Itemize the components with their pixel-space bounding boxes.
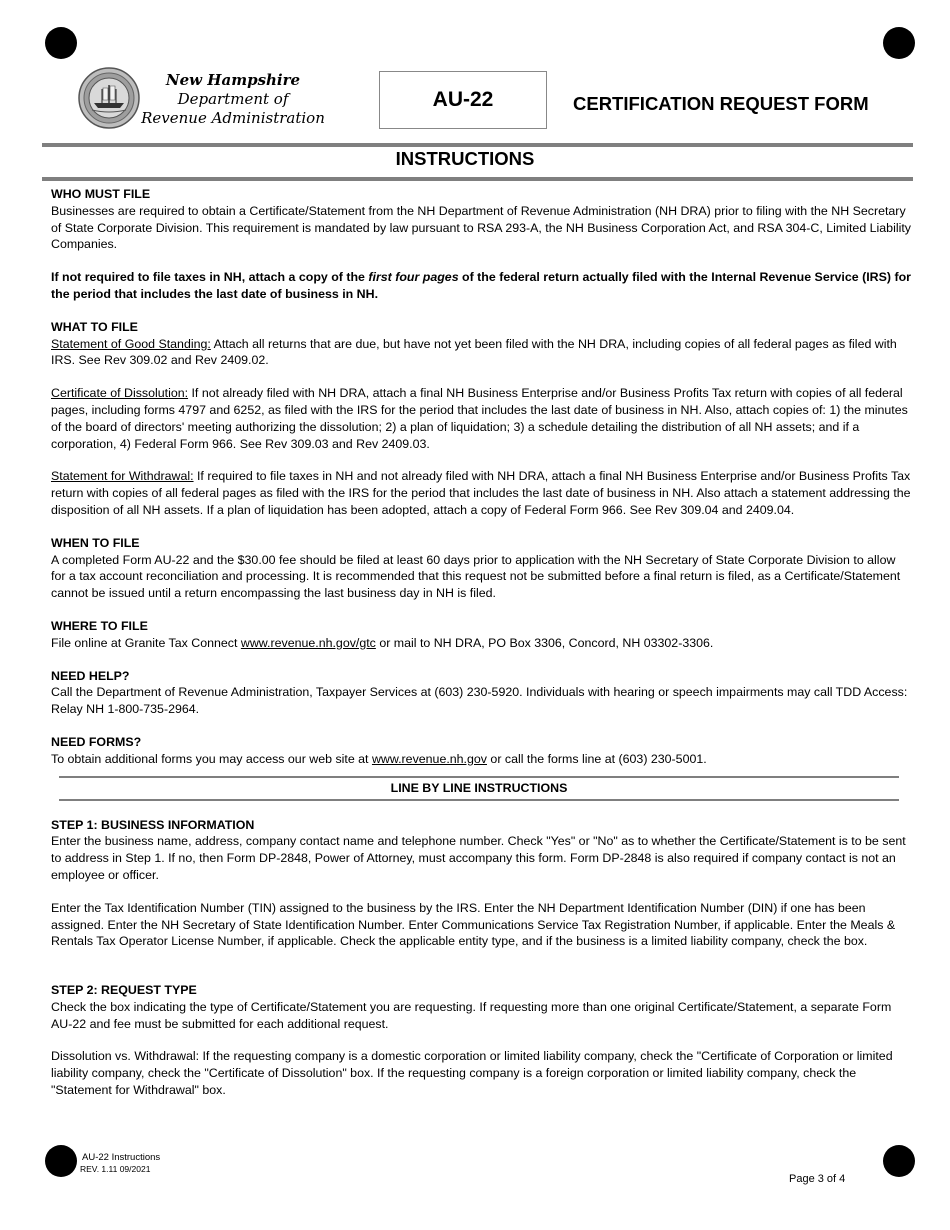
- page-title: INSTRUCTIONS: [395, 148, 535, 169]
- header-rule-top: [42, 143, 913, 147]
- footer-doc-name: AU-22 Instructions: [82, 1152, 161, 1163]
- agency-division: Revenue Administration: [141, 109, 325, 127]
- registration-mark-bottom-left: [45, 1145, 77, 1177]
- section-text: Check the box indicating the type of Certificate/Statement you are requesting. If requesting more than one original Certificate/Statement, a separate Form AU-22 and fee must be submitted for each additional request.: [51, 999, 892, 1031]
- gtc-link[interactable]: www.revenue.nh.gov/gtc: [240, 635, 376, 650]
- section-text: Call the Department of Revenue Administration, Taxpayer Services at (603) 230-5920. Individuals with hearing or speech impairments may call TDD Access: Relay NH 1-800-735-2964.: [51, 685, 908, 717]
- section-need-forms: [51, 734, 913, 768]
- attach-note-text: [51, 269, 913, 303]
- section-dissolution-vs-withdrawal: [51, 1048, 913, 1098]
- header-rule-bottom: [42, 177, 913, 181]
- dissolution-label: Certificate of Dissolution:: [51, 386, 189, 401]
- section-text: Dissolution vs. Withdrawal: If the requesting company is a domestic corporation or limited liability company, check the "Certificate of Corporation or limited liability company, check the "Certificate of Dissolution" box. If the requesting company is a foreign corporation or limited liability company, check the "Statement for Withdrawal" box.: [51, 1049, 893, 1098]
- attach-note-emphasis: first four pages: [368, 270, 459, 285]
- section-when-to-file: [51, 535, 913, 602]
- section-need-help: [51, 668, 913, 718]
- section-what-to-file: [51, 319, 913, 369]
- section-text: Enter the Tax Identification Number (TIN) assigned to the business by the IRS. Enter the NH Department Identification Number (DIN) if one has been assigned. Enter the NH Secretary of State Identification Number. Enter Communications Service Tax Registration Number, if applicable. Enter the Meals & Rentals Tax Operator License Number, if applicable. Check the applicable entity type, and if the business is a limited liability company, check the box.: [51, 900, 896, 949]
- section-heading: STEP 1: BUSINESS INFORMATION: [51, 817, 255, 832]
- section-where-to-file: [51, 618, 913, 652]
- form-number: AU-22: [432, 87, 494, 111]
- agency-state: New Hampshire: [165, 71, 301, 89]
- agency-name: [138, 71, 328, 128]
- section-withdrawal: [51, 468, 913, 518]
- section-text: A completed Form AU-22 and the $30.00 fee should be filed at least 60 days prior to application with the NH Secretary of State Corporate Division to allow for a tax account reconciliation and processing. It is recommended that this request not be submitted before a final return is filed, as a Certificate/Statement cannot be issued until a return encompassing the last business day in NH is filed.: [51, 552, 901, 601]
- forms-text-b: or call the forms line at (603) 230-5001.: [486, 751, 707, 766]
- withdrawal-label: Statement for Withdrawal:: [51, 469, 194, 484]
- section-heading: WHERE TO FILE: [51, 618, 148, 633]
- section-heading: WHO MUST FILE: [51, 187, 151, 201]
- section-step2: [51, 982, 913, 1032]
- section-step1: [51, 817, 913, 884]
- good-standing-paragraph: [51, 336, 913, 370]
- section-step1-ids: [51, 900, 913, 950]
- where-text-b: or mail to NH DRA, PO Box 3306, Concord, NH 03302-3306.: [375, 635, 714, 650]
- section-attach-note: [51, 269, 913, 303]
- section-heading: NEED HELP?: [51, 668, 130, 683]
- section-who-must-file: [51, 186, 913, 253]
- registration-mark-bottom-right: [883, 1145, 915, 1177]
- attach-note-b: of the federal return actually filed with the Internal Revenue Service (IRS) for the period that includes the last date of business in NH.: [51, 270, 911, 301]
- forms-text-a: To obtain additional forms you may access our web site at: [51, 751, 372, 766]
- good-standing-text: Attach all returns that are due, but have not yet been filed with the NH DRA, including copies of all federal pages as filed with IRS. See Rev 309.02 and Rev 2409.02.: [51, 336, 897, 368]
- page-number: Page 3 of 4: [789, 1173, 846, 1185]
- where-text-a: File online at Granite Tax Connect: [51, 635, 241, 650]
- section-dissolution: [51, 385, 913, 452]
- registration-mark-top-left: [45, 27, 77, 59]
- registration-mark-top-right: [883, 27, 915, 59]
- section-text: [51, 635, 913, 652]
- section-text: Enter the business name, address, company contact name and telephone number. Check "Yes" or "No" as to whether the Certificate/Statement is to be sent to address in Step 1. If no, then Form DP-2848, Power of Attorney, must accompany this form. Form DP-2848 is also required if company contact is not an employee or officer.: [51, 834, 906, 882]
- footer-revision: REV. 1.11 09/2021: [80, 1164, 151, 1174]
- withdrawal-text: If required to file taxes in NH and not already filed with NH DRA, attach a final NH Business Enterprise and/or Business Profits Tax return with copies of all federal pages as filed with the IRS for the period that includes the last date of business in NH. Also attach a statement addressing the disposition of all NH assets. If a plan of liquidation has been adopted, attach a copy of Federal Form 966. See Rev 309.04 and 2409.04.: [51, 469, 911, 517]
- section-heading: WHEN TO FILE: [51, 535, 140, 550]
- section-heading: STEP 2: REQUEST TYPE: [51, 983, 197, 998]
- line-by-line-header: LINE BY LINE INSTRUCTIONS: [59, 776, 899, 801]
- nh-state-seal-icon: [78, 67, 140, 129]
- revenue-website-link[interactable]: www.revenue.nh.gov: [371, 751, 487, 766]
- attach-note-a: If not required to file taxes in NH, attach a copy of the: [51, 270, 369, 285]
- good-standing-label: Statement of Good Standing:: [51, 336, 211, 351]
- dissolution-text: If not already filed with NH DRA, attach a final NH Business Enterprise and/or Business Profits Tax return with copies of all federal pages, including forms 4797 and 6252, as filed with the IRS for the period that includes the last date of business in NH. Also, attach copies of: 1) the minutes of the board of directors' meeting authorizing the dissolution; 2) a plan of liquidation; 3) a schedule detailing the distribution of all NH assets; and if a corporation, 4) Federal Form 966. See Rev 309.03 and Rev 2409.03.: [51, 386, 908, 451]
- form-number-box: [379, 71, 547, 129]
- section-heading: NEED FORMS?: [51, 734, 142, 749]
- form-title: CERTIFICATION REQUEST FORM: [573, 93, 869, 114]
- withdrawal-paragraph: [51, 468, 913, 518]
- section-text: [51, 751, 913, 768]
- instructions-body: [51, 186, 913, 1115]
- section-text: Businesses are required to obtain a Certificate/Statement from the NH Department of Revenue Administration (NH DRA) prior to filing with the NH Secretary of State Corporate Division. This requirement is mandated by law pursuant to RSA 293-A, the NH Business Corporation Act, and RSA 304-C, Limited Liability Companies.: [51, 203, 911, 252]
- agency-department: Department of: [177, 90, 289, 108]
- section-heading: WHAT TO FILE: [51, 319, 138, 334]
- dissolution-paragraph: [51, 385, 913, 452]
